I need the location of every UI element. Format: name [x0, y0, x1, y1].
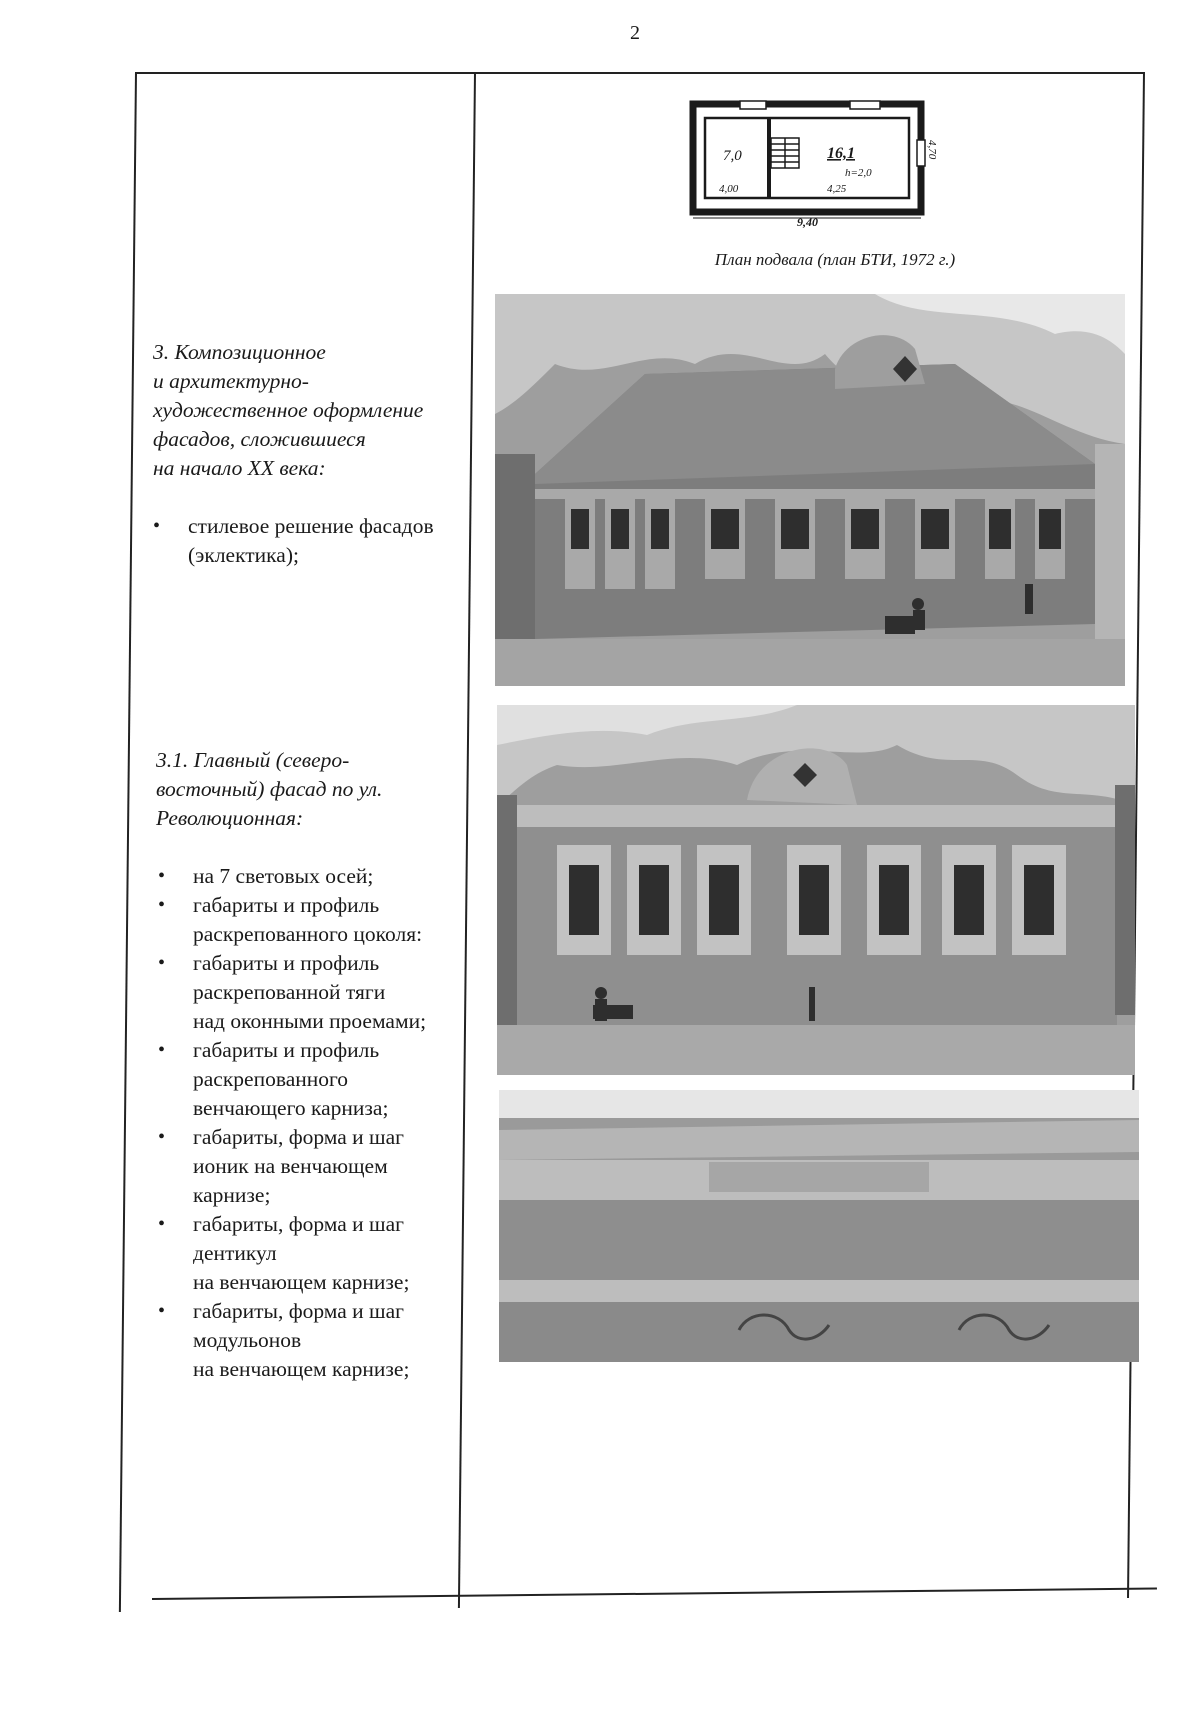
list-item-line: на венчающем карнизе;	[193, 1357, 410, 1381]
heading-line: художественное оформление	[153, 398, 424, 422]
table-left-border	[119, 72, 137, 1612]
list-item-line: венчающего карниза;	[193, 1096, 389, 1120]
list-item	[158, 1210, 473, 1297]
list-item-line: раскрепованного	[193, 1067, 349, 1091]
section-3-heading	[153, 338, 473, 483]
plan-height-note: h=2,0	[845, 167, 872, 179]
list-item-line: над оконными проемами;	[193, 1009, 427, 1033]
plan-window	[740, 101, 766, 109]
plan-dim-total: 9,40	[797, 215, 818, 229]
heading-line: 3.1. Главный (северо-	[156, 748, 350, 772]
heading-line: и архитектурно-	[153, 369, 309, 393]
list-item-line: • габариты и профиль	[193, 1038, 380, 1062]
plan-area-small: 7,0	[723, 148, 742, 164]
list-item	[158, 1036, 473, 1123]
page-number: 2	[630, 22, 640, 44]
list-item-line: ионик на венчающем	[193, 1154, 388, 1178]
plan-caption: План подвала (план БТИ, 1972 г.)	[714, 250, 956, 269]
building-corner-photo	[495, 294, 1125, 686]
list-item-line: на венчающем карнизе;	[193, 1270, 410, 1294]
basement-floor-plan	[685, 100, 945, 230]
plan-dim-right: 4,25	[827, 183, 847, 195]
plan-window	[917, 140, 925, 166]
plan-stairs	[771, 138, 799, 168]
list-item	[158, 1123, 473, 1210]
list-item	[158, 862, 473, 891]
section-3-1-heading	[153, 746, 473, 833]
main-facade-photo	[497, 705, 1135, 1075]
list-item	[158, 1297, 473, 1384]
list-item-line: • габариты, форма и шаг	[193, 1125, 404, 1149]
list-item-line: модульонов	[193, 1328, 302, 1352]
section-3-list	[153, 512, 473, 570]
heading-line: Революционная:	[156, 806, 304, 830]
list-item	[158, 891, 473, 949]
list-item-line: • габариты и профиль	[193, 951, 380, 975]
plan-dim-side: 4,70	[926, 140, 938, 160]
list-item-line: (эклектика);	[188, 543, 299, 567]
list-item-line: раскрепованной тяги	[193, 980, 386, 1004]
heading-line: фасадов, сложившиеся	[153, 427, 366, 451]
table-bottom-border	[152, 1587, 1157, 1599]
list-item-line: раскрепованного цоколя:	[193, 922, 423, 946]
list-item-line: • стилевое решение фасадов	[188, 514, 434, 538]
plan-window	[850, 101, 880, 109]
list-item-line: карнизе;	[193, 1183, 271, 1207]
left-column-text	[153, 338, 473, 1384]
plan-area-large: 16,1	[827, 145, 855, 162]
heading-line: 3. Композиционное	[153, 340, 326, 364]
heading-line: восточный) фасад по ул.	[156, 777, 383, 801]
list-item-line: • габариты, форма и шаг	[193, 1299, 404, 1323]
list-item-line: дентикул	[193, 1241, 277, 1265]
heading-line: на начало XX века:	[153, 456, 326, 480]
list-item	[153, 512, 473, 570]
list-item-line: • габариты, форма и шаг	[193, 1212, 404, 1236]
section-3-1-list	[153, 862, 473, 1384]
list-item	[158, 949, 473, 1036]
list-item-line: • габариты и профиль	[193, 893, 380, 917]
plan-dim-left: 4,00	[719, 183, 739, 195]
table-top-border	[135, 72, 1143, 74]
list-item-line: • на 7 световых осей;	[193, 864, 374, 888]
cornice-detail-photo	[499, 1090, 1139, 1362]
